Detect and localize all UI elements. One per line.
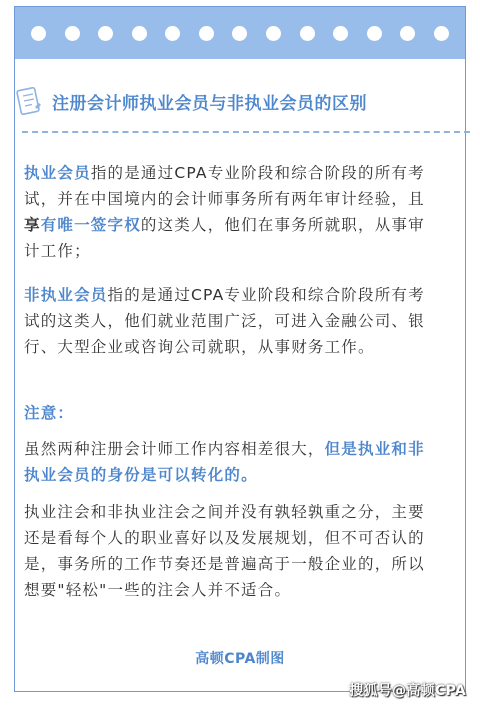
term-non-practicing-member: 非执业会员 [24, 286, 108, 304]
decor-dot [31, 26, 46, 41]
decor-dot [98, 26, 113, 41]
note-label [24, 400, 436, 426]
decor-dot [65, 26, 80, 41]
term-practicing-member: 执业会员 [24, 164, 91, 182]
emphasis-text: 享 [24, 216, 41, 234]
document-icon [16, 86, 42, 116]
paragraph-non-practicing-member [24, 282, 436, 360]
decor-dot [300, 26, 315, 41]
dotted-header-band [15, 7, 465, 59]
page-title: 注册会计师执业会员与非执业会员的区别 [52, 93, 367, 114]
decor-dot [266, 26, 281, 41]
paragraph-text: 指的是通过CPA专业阶段和综合阶段所有考试的这类人，他们就业范围广泛，可进入金融公司、银行、大型企业或咨询公司就职，从事财务工作。 [24, 286, 425, 356]
section-title-row [16, 86, 367, 116]
source-watermark: 搜狐号@高顿CPA [349, 683, 466, 699]
decor-dot [165, 26, 180, 41]
decor-dot [132, 26, 147, 41]
decor-dot [232, 26, 247, 41]
decor-dot [367, 26, 382, 41]
paragraph-text: 虽然两种注册会计师工作内容相差很大， [24, 440, 325, 458]
decor-dot [400, 26, 415, 41]
figure-caption: 高顿CPA制图 [195, 651, 285, 667]
dashed-divider [22, 131, 470, 133]
paragraph-text: 指的是通过CPA专业阶段和综合阶段的所有考试，并在中国境内的会计师事务所有两年审计经验，且 [24, 164, 425, 208]
paragraph-text: 执业注会和非执业注会之间并没有孰轻孰重之分，主要还是看每个人的职业喜好以及发展规划，但不可否认的是，事务所的工作节奏还是普遍高于一般企业的，所以想要"轻松"一些的注会人并不适合。 [24, 503, 425, 599]
highlight-convertible: 但是执业和非执业会员的身份是可以转化的。 [24, 440, 425, 484]
note-label-text: 注意： [24, 404, 75, 422]
paragraph-note [24, 436, 436, 488]
paragraph-practicing-member [24, 160, 436, 264]
paragraph-comparison [24, 499, 436, 603]
paragraph-text: 的这类人，他们在事务所就职，从事审计工作； [24, 216, 425, 260]
decor-dot [434, 26, 449, 41]
decor-dot [199, 26, 214, 41]
decor-dot [333, 26, 348, 41]
highlight-signing-right: 有唯一签字权 [40, 216, 141, 234]
